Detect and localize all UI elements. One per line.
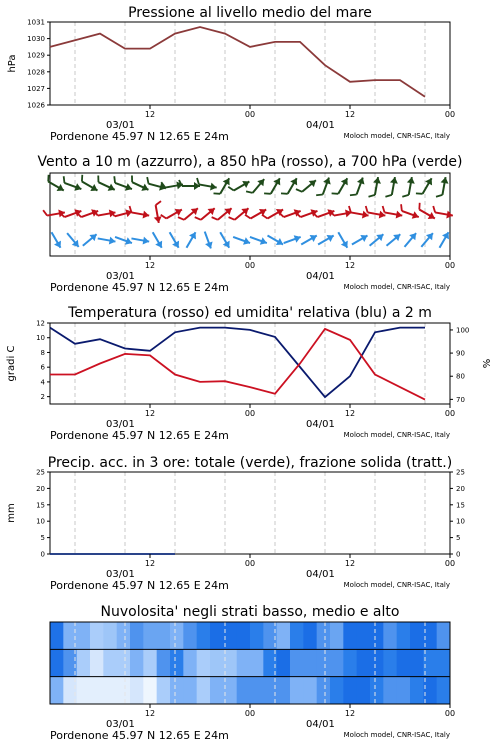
wind-barb-700 xyxy=(296,176,319,197)
temperature-humidity-title: Temperatura (rosso) ed umidita' relativa (blu) a 2 m xyxy=(68,305,432,321)
wind-barb-700-head xyxy=(108,184,117,194)
wind-barb-700-head xyxy=(90,184,99,194)
cloud-cell xyxy=(317,677,331,704)
wind-barb-700-head xyxy=(125,183,133,193)
cloud-cell xyxy=(103,622,117,649)
wind-barb-700-feather xyxy=(316,192,323,197)
temperature-y-tick-label: 12 xyxy=(36,319,45,328)
precipitation-y-tick-label: 5 xyxy=(40,534,45,543)
cloud-cell xyxy=(130,649,144,676)
wind-barb-850 xyxy=(279,205,302,222)
wind-barb-850-feather xyxy=(229,215,235,222)
wind-arrow-10m-head xyxy=(54,241,64,250)
wind-barb-700-feather xyxy=(332,191,339,197)
cloud-cell xyxy=(117,677,131,704)
humidity-line xyxy=(50,328,425,398)
precipitation-y-tick-label: 15 xyxy=(36,501,45,510)
wind-barb-700-head xyxy=(357,176,367,184)
x-tick-label: 00 xyxy=(444,559,456,568)
wind-barb-700-head xyxy=(223,176,233,185)
wind-barb-850 xyxy=(151,201,164,223)
wind-arrow-10m xyxy=(249,233,269,247)
wind-barb-700-feather xyxy=(228,185,234,192)
humidity-y-tick-label: 70 xyxy=(456,395,465,404)
cloud-cell xyxy=(103,677,117,704)
precipitation-y-right-tick-label: 25 xyxy=(456,468,465,477)
wind-barb-850 xyxy=(178,204,201,225)
location-label: Pordenone 45.97 N 12.65 E 24m xyxy=(50,579,229,592)
wind-barb-700-feather xyxy=(350,192,357,197)
cloud-cell xyxy=(410,677,424,704)
precipitation-y-right-tick-label: 5 xyxy=(456,534,461,543)
wind-arrow-10m xyxy=(299,232,319,248)
precipitation-y-right-tick-label: 10 xyxy=(456,517,465,526)
wind-arrow-10m-head xyxy=(326,232,335,242)
cloud-cell xyxy=(90,622,104,649)
cloud-cell xyxy=(290,622,304,649)
model-credit: Moloch model, CNR-ISAC, Italy xyxy=(343,731,450,739)
wind-barb-700-head xyxy=(74,183,82,193)
wind-barb-850 xyxy=(398,204,421,221)
cloud-cell xyxy=(197,622,211,649)
cloud-cell xyxy=(143,622,157,649)
wind-barb-850 xyxy=(381,206,403,219)
cloud-cell xyxy=(103,649,117,676)
date-label: 04/01 xyxy=(306,419,335,430)
wind-arrow-10m xyxy=(166,230,182,250)
humidity-ylabel: % xyxy=(482,358,493,369)
wind-barb-850 xyxy=(195,204,218,225)
precipitation-title: Precip. acc. in 3 ore: totale (verde), frazione solida (tratt.) xyxy=(47,455,453,471)
cloud-cell xyxy=(317,622,331,649)
cloud-cell xyxy=(210,677,224,704)
wind-barb-850 xyxy=(161,204,184,223)
wind-barb-700-head xyxy=(341,176,351,185)
cloud-cell xyxy=(143,649,157,676)
wind-barb-850-feather xyxy=(262,213,268,220)
pressure-ylabel: hPa xyxy=(7,54,18,73)
wind-barb-850-feather xyxy=(417,203,423,210)
precipitation-y-tick-label: 10 xyxy=(36,517,45,526)
temperature-y-tick-label: 10 xyxy=(36,334,45,343)
cloud-cell xyxy=(303,622,317,649)
wind-arrow-10m xyxy=(384,231,403,249)
wind-barb-850-feather xyxy=(195,215,201,222)
wind-arrow-10m xyxy=(282,233,302,247)
wind-barb-850-head xyxy=(412,211,420,221)
wind-barb-850-head xyxy=(259,206,268,216)
wind-arrow-10m xyxy=(64,231,82,250)
temperature-frame xyxy=(50,323,450,404)
wind-arrow-10m xyxy=(367,231,386,249)
wind-barb-700 xyxy=(179,180,200,190)
cloud-cell xyxy=(383,622,397,649)
cloud-cell xyxy=(357,649,371,676)
cloud-cell xyxy=(183,677,197,704)
x-tick-label: 00 xyxy=(244,110,256,119)
location-label: Pordenone 45.97 N 12.65 E 24m xyxy=(50,130,229,143)
cloud-cell xyxy=(437,622,451,649)
date-label: 03/01 xyxy=(106,120,135,131)
x-tick-label: 12 xyxy=(344,709,356,718)
cloud-cell xyxy=(397,649,411,676)
wind-barb-850 xyxy=(229,204,252,225)
wind-barb-850-feather xyxy=(155,201,161,205)
wind-arrow-10m-head xyxy=(155,241,165,250)
temperature-line xyxy=(50,329,425,400)
wind-barb-700-head xyxy=(242,178,251,188)
wind-barb-700-feather xyxy=(246,189,253,195)
wind-barb-700-feather xyxy=(129,175,134,182)
wind-barb-850-feather xyxy=(178,215,184,222)
wind-barb-850-head xyxy=(428,212,437,222)
date-label: 03/01 xyxy=(106,569,135,580)
x-tick-label: 00 xyxy=(244,709,256,718)
cloud-cell xyxy=(130,622,144,649)
cloud-cell xyxy=(343,677,357,704)
wind-barb-700-head xyxy=(57,184,66,194)
x-tick-label: 12 xyxy=(144,110,156,119)
x-tick-label: 12 xyxy=(344,261,356,270)
wind-barb-700-feather xyxy=(112,176,117,183)
wind-barb-850 xyxy=(212,204,235,225)
cloud-cell xyxy=(143,677,157,704)
x-tick-label: 12 xyxy=(144,261,156,270)
wind-barb-850-feather xyxy=(43,210,47,216)
cloud-cell xyxy=(410,649,424,676)
wind-barb-850-feather xyxy=(432,206,436,212)
wind-barb-700 xyxy=(281,175,300,198)
wind-arrow-10m-head xyxy=(243,237,251,247)
cloud-cell xyxy=(157,649,171,676)
wind-barb-700-feather xyxy=(436,194,442,198)
cloud-cell xyxy=(330,677,344,704)
cloud-cell xyxy=(330,649,344,676)
x-tick-label: 12 xyxy=(144,709,156,718)
date-label: 03/01 xyxy=(106,719,135,730)
cloud-cell xyxy=(77,677,91,704)
cloud-cover-title: Nuvolosita' negli strati basso, medio e alto xyxy=(100,604,400,620)
cloud-cell xyxy=(303,677,317,704)
pressure-y-tick-label: 1029 xyxy=(27,51,45,60)
wind-arrow-10m xyxy=(316,232,336,248)
cloud-cell xyxy=(50,649,64,676)
wind-barb-850 xyxy=(43,207,65,220)
pressure-line xyxy=(50,27,425,97)
cloud-cell xyxy=(290,649,304,676)
date-label: 04/01 xyxy=(306,569,335,580)
wind-barb-850-feather xyxy=(245,213,251,220)
wind-arrow-10m xyxy=(149,230,165,250)
wind-barb-700 xyxy=(195,178,217,191)
precipitation-ylabel: mm xyxy=(6,503,17,523)
cloud-cell xyxy=(290,677,304,704)
cloud-cell xyxy=(130,677,144,704)
cloud-cell xyxy=(90,677,104,704)
wind-barb-850-feather xyxy=(399,204,404,211)
cloud-cell xyxy=(210,649,224,676)
wind-barb-700-head xyxy=(273,176,283,185)
pressure-y-tick-label: 1030 xyxy=(27,35,45,44)
cloud-cell xyxy=(383,649,397,676)
humidity-y-tick-label: 90 xyxy=(456,349,465,358)
wind-arrow-10m-head xyxy=(189,230,199,239)
cloud-cell xyxy=(117,622,131,649)
cloud-cell xyxy=(237,677,251,704)
cloud-cell xyxy=(383,677,397,704)
wind-arrow-10m xyxy=(183,230,199,250)
precipitation-y-right-tick-label: 15 xyxy=(456,501,465,510)
cloud-cell xyxy=(317,649,331,676)
wind-barb-700-feather xyxy=(281,191,288,197)
cloud-cell xyxy=(343,622,357,649)
cloud-cell xyxy=(370,649,384,676)
wind-arrow-10m xyxy=(401,231,419,250)
x-tick-label: 00 xyxy=(244,559,256,568)
cloud-cell xyxy=(330,622,344,649)
wind-arrow-10m xyxy=(80,231,99,249)
cloud-cell xyxy=(197,677,211,704)
date-label: 03/01 xyxy=(106,419,135,430)
pressure-frame xyxy=(50,22,450,105)
wind-barb-850 xyxy=(296,205,319,222)
cloud-cell xyxy=(250,677,264,704)
cloud-cell xyxy=(157,622,171,649)
x-tick-label: 00 xyxy=(244,409,256,418)
cloud-cell xyxy=(170,622,184,649)
cloud-cell xyxy=(397,677,411,704)
precipitation-y-tick-label: 20 xyxy=(36,484,45,493)
wind-barb-700-feather xyxy=(385,194,391,198)
wind-arrow-10m-head xyxy=(341,241,351,250)
x-tick-label: 00 xyxy=(444,261,456,270)
wind-barb-850-feather xyxy=(382,206,386,212)
wind-barb-700-head xyxy=(141,184,150,194)
date-label: 04/01 xyxy=(306,271,335,282)
pressure-y-tick-label: 1031 xyxy=(27,18,45,27)
cloud-cell xyxy=(370,677,384,704)
pressure-y-tick-label: 1027 xyxy=(27,84,45,93)
cloud-cell xyxy=(303,649,317,676)
wind-barb-850-head xyxy=(175,206,184,216)
wind-barb-700 xyxy=(402,176,415,198)
cloud-cell xyxy=(370,622,384,649)
wind-arrow-10m-head xyxy=(260,237,268,247)
wind-barb-700-feather xyxy=(402,194,408,198)
cloud-cell xyxy=(250,622,264,649)
precipitation-y-right-tick-label: 0 xyxy=(456,550,461,559)
wind-arrow-10m xyxy=(418,231,436,250)
wind-barb-700-feather xyxy=(296,187,302,194)
cloud-cell xyxy=(157,677,171,704)
cloud-cell xyxy=(90,649,104,676)
cloud-cell xyxy=(250,649,264,676)
x-tick-label: 12 xyxy=(344,559,356,568)
cloud-cell xyxy=(197,649,211,676)
wind-barb-850-feather xyxy=(212,215,218,222)
wind-barb-700 xyxy=(316,175,333,198)
humidity-y-tick-label: 80 xyxy=(456,372,465,381)
x-tick-label: 12 xyxy=(344,409,356,418)
temperature-y-tick-label: 6 xyxy=(40,363,45,372)
location-label: Pordenone 45.97 N 12.65 E 24m xyxy=(50,729,229,742)
wind-arrow-10m xyxy=(114,233,134,247)
wind-barb-700-head xyxy=(290,176,300,185)
wind-barb-700-feather xyxy=(62,176,67,183)
date-label: 04/01 xyxy=(306,120,335,131)
cloud-cell xyxy=(183,622,197,649)
cloud-cell xyxy=(170,649,184,676)
x-tick-label: 12 xyxy=(344,110,356,119)
model-credit: Moloch model, CNR-ISAC, Italy xyxy=(343,132,450,140)
wind-arrow-10m-head xyxy=(360,232,369,242)
x-tick-label: 00 xyxy=(444,409,456,418)
cloud-cell xyxy=(397,622,411,649)
cloud-cell xyxy=(237,649,251,676)
cloud-cell xyxy=(117,649,131,676)
temperature-y-tick-label: 2 xyxy=(40,393,45,402)
x-tick-label: 00 xyxy=(444,110,456,119)
cloud-cell xyxy=(357,622,371,649)
cloud-cell xyxy=(343,649,357,676)
wind-arrow-10m-head xyxy=(172,241,182,250)
wind-barb-850-feather xyxy=(161,213,167,220)
wind-barb-700 xyxy=(332,175,351,198)
cloud-cell xyxy=(77,649,91,676)
cloud-cell xyxy=(183,649,197,676)
cloud-cell xyxy=(50,677,64,704)
wind-barb-700-feather xyxy=(79,175,85,182)
cloud-cell xyxy=(50,622,64,649)
wind-barb-700-feather xyxy=(96,175,101,182)
wind-barb-700-head xyxy=(425,176,435,185)
cloud-cell xyxy=(357,677,371,704)
cloud-cell xyxy=(277,622,291,649)
temperature-y-tick-label: 8 xyxy=(40,348,45,357)
wind-arrow-10m xyxy=(97,234,116,245)
wind-barb-850-feather xyxy=(365,206,369,212)
cloud-cell xyxy=(210,622,224,649)
wind-title: Vento a 10 m (azzurro), a 850 hPa (rosso), a 700 hPa (verde) xyxy=(37,154,463,170)
wind-arrow-10m-head xyxy=(205,241,215,249)
wind-arrow-10m-head xyxy=(294,233,302,243)
cloud-cell xyxy=(410,622,424,649)
model-credit: Moloch model, CNR-ISAC, Italy xyxy=(343,431,450,439)
wind-arrow-10m xyxy=(131,234,150,245)
x-tick-label: 12 xyxy=(144,409,156,418)
cloud-cell xyxy=(77,622,91,649)
wind-barb-700 xyxy=(264,175,283,198)
cloud-cell xyxy=(437,649,451,676)
pressure-title: Pressione al livello medio del mare xyxy=(128,5,372,21)
wind-arrow-10m xyxy=(201,230,215,250)
wind-barb-700-feather xyxy=(416,191,423,197)
wind-barb-700 xyxy=(350,175,367,198)
temperature-ylabel: gradi C xyxy=(6,345,17,382)
wind-barb-700 xyxy=(436,176,449,198)
cloud-cell xyxy=(170,677,184,704)
wind-barb-700-feather xyxy=(196,178,200,184)
precipitation-y-tick-label: 0 xyxy=(40,550,45,559)
location-label: Pordenone 45.97 N 12.65 E 24m xyxy=(50,429,229,442)
wind-barb-700-feather xyxy=(369,194,375,198)
x-tick-label: 00 xyxy=(244,261,256,270)
cloud-cell xyxy=(277,649,291,676)
wind-arrow-10m xyxy=(232,233,252,247)
wind-barb-700-feather xyxy=(264,191,271,197)
date-label: 03/01 xyxy=(106,271,135,282)
wind-barb-700-feather xyxy=(146,177,150,184)
precipitation-y-tick-label: 25 xyxy=(36,468,45,477)
wind-barb-700 xyxy=(161,179,183,192)
precipitation-y-right-tick-label: 20 xyxy=(456,484,465,493)
cloud-cell xyxy=(437,677,451,704)
model-credit: Moloch model, CNR-ISAC, Italy xyxy=(343,283,450,291)
cloud-cell xyxy=(277,677,291,704)
wind-arrow-10m-head xyxy=(310,232,319,242)
humidity-y-tick-label: 100 xyxy=(456,326,470,335)
x-tick-label: 00 xyxy=(444,709,456,718)
wind-arrow-10m-head xyxy=(223,241,233,250)
cloud-cell xyxy=(237,622,251,649)
wind-barb-700 xyxy=(385,176,398,198)
wind-arrow-10m xyxy=(335,230,351,250)
wind-barb-700 xyxy=(77,175,100,194)
wind-barb-700-feather xyxy=(214,191,221,197)
wind-arrow-10m xyxy=(350,232,370,248)
wind-barb-850 xyxy=(245,204,268,223)
pressure-y-tick-label: 1028 xyxy=(27,68,45,77)
model-credit: Moloch model, CNR-ISAC, Italy xyxy=(343,581,450,589)
wind-barb-700 xyxy=(246,175,267,198)
precipitation-frame xyxy=(50,472,450,554)
location-label: Pordenone 45.97 N 12.65 E 24m xyxy=(50,281,229,294)
date-label: 04/01 xyxy=(306,719,335,730)
temperature-y-tick-label: 4 xyxy=(40,378,45,387)
pressure-y-tick-label: 1026 xyxy=(27,101,45,110)
x-tick-label: 12 xyxy=(144,559,156,568)
